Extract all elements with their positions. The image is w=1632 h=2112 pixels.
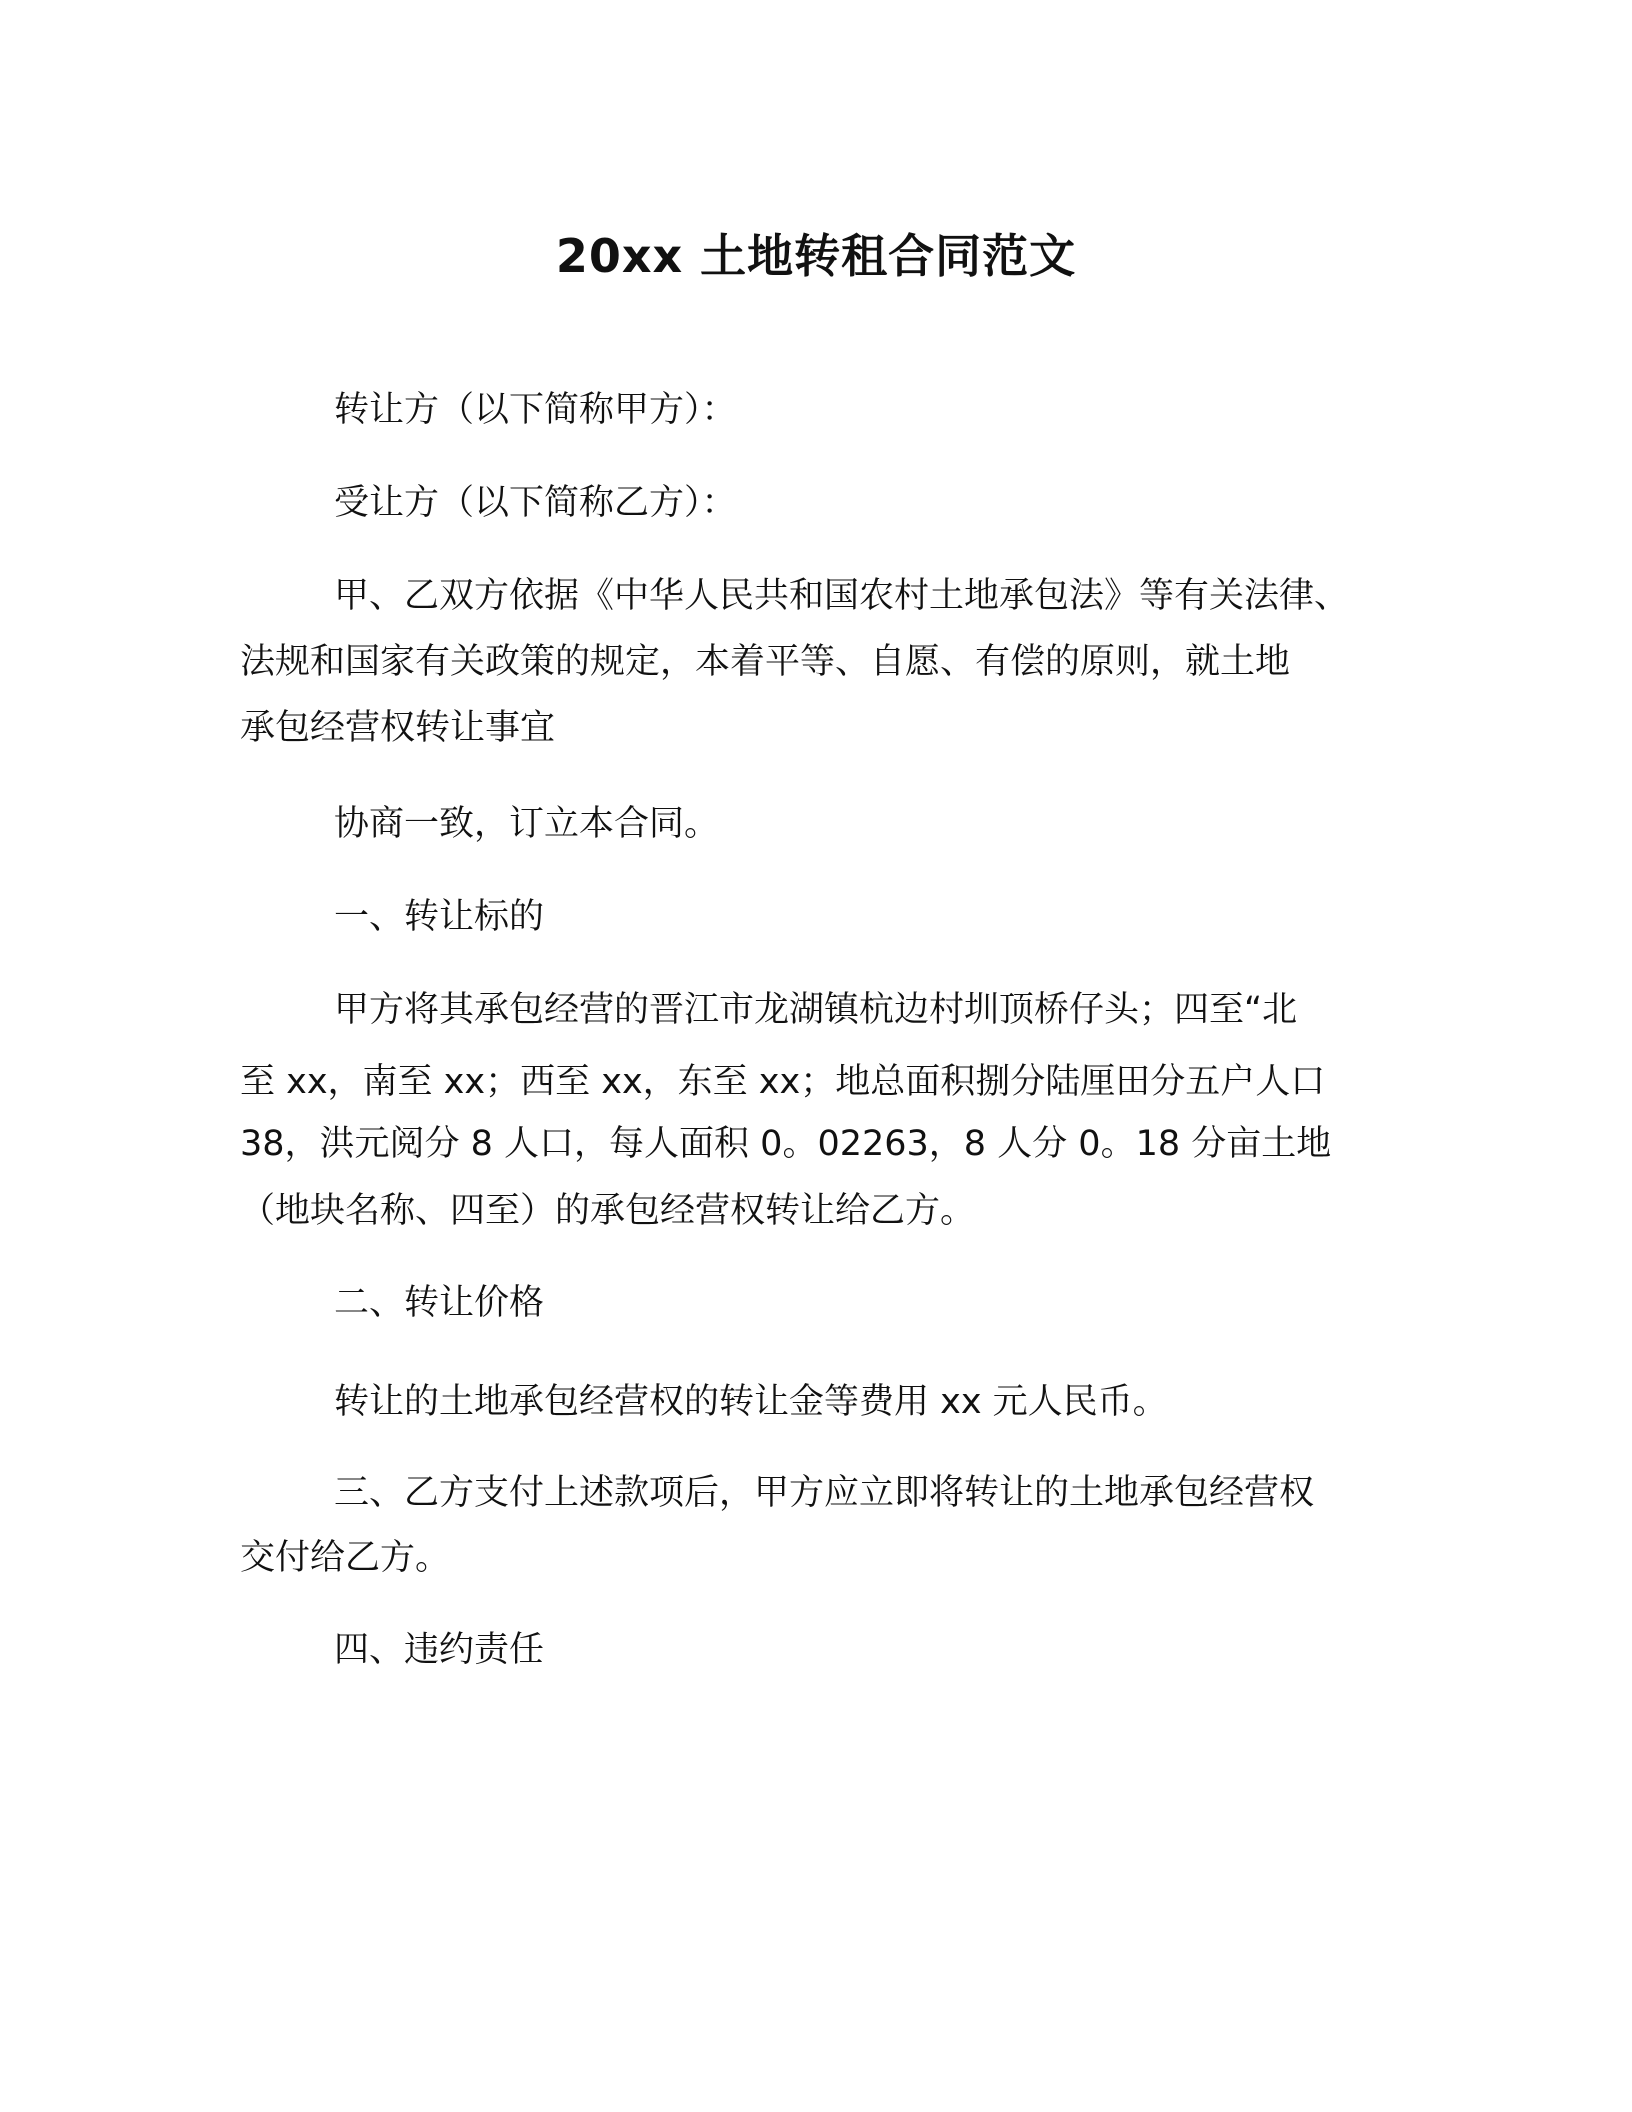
intro-line-3: 承包经营权转让事宜 [240, 708, 556, 748]
document-title: 20xx 土地转租合同范文 [555, 229, 1077, 283]
section-1-line-3: 38，洪元阅分 8 人口，每人面积 0。02263，8 人分 0。18 分亩土地 [240, 1124, 1332, 1164]
intro-line-4: 协商一致，订立本合同。 [334, 804, 720, 844]
section-2-heading: 二、转让价格 [334, 1283, 545, 1323]
intro-line-2: 法规和国家有关政策的规定，本着平等、自愿、有偿的原则，就土地 [240, 642, 1291, 682]
intro-line-1: 甲、乙双方依据《中华人民共和国农村土地承包法》等有关法律、 [334, 576, 1350, 616]
section-1-heading: 一、转让标的 [334, 897, 545, 937]
section-1-line-2: 至 xx，南至 xx；西至 xx，东至 xx；地总面积捌分陆厘田分五户人口 [240, 1062, 1326, 1102]
section-2-line-1: 转让的土地承包经营权的转让金等费用 xx 元人民币。 [334, 1382, 1168, 1422]
transferee-line: 受让方（以下简称乙方）： [334, 483, 737, 523]
section-1-line-4: （地块名称、四至）的承包经营权转让给乙方。 [240, 1191, 976, 1231]
section-1-line-1: 甲方将其承包经营的晋江市龙湖镇杭边村圳顶桥仔头；四至“北 [334, 990, 1298, 1030]
section-3-line-2: 交付给乙方。 [240, 1538, 451, 1578]
section-3-line-1: 三、乙方支付上述款项后，甲方应立即将转让的土地承包经营权 [334, 1473, 1315, 1513]
section-4-heading: 四、违约责任 [334, 1630, 545, 1670]
transferor-line: 转让方（以下简称甲方）： [334, 390, 737, 430]
